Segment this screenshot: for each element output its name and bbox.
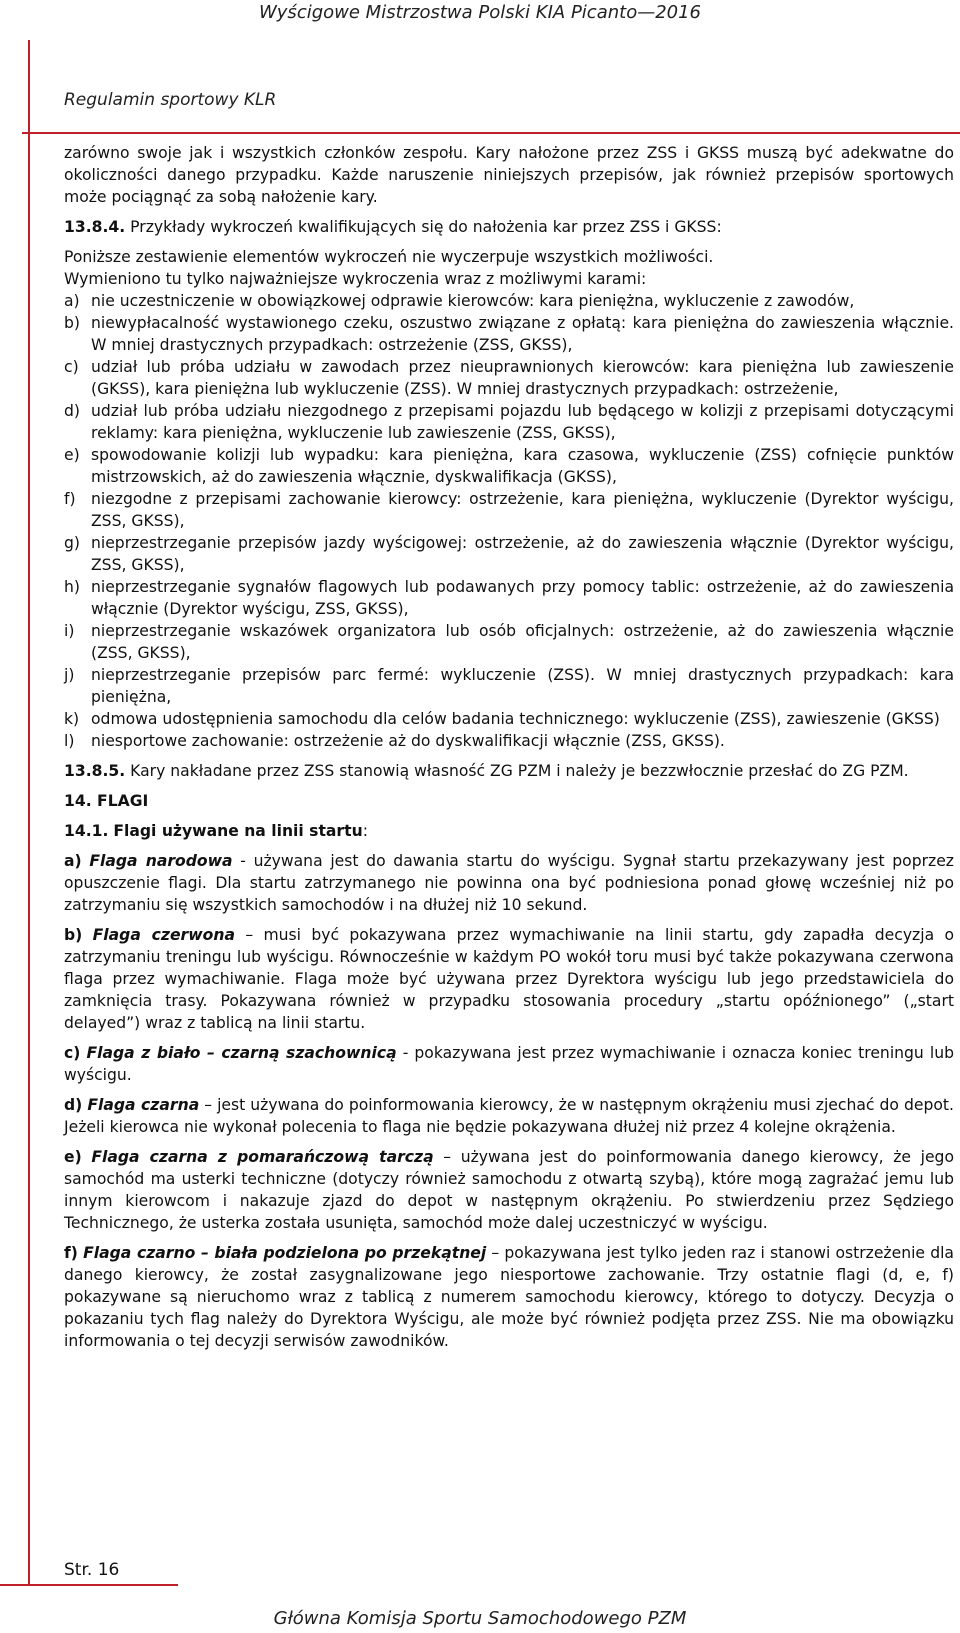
section-text: Kary nakładane przez ZSS stanowią własność ZG PZM i należy je bezzwłocznie przesłać do ZG PZM. bbox=[130, 762, 909, 780]
list-item-label: b) bbox=[64, 314, 80, 332]
list-item-text: nieprzestrzeganie sygnałów flagowych lub podawanych przy pomocy tablic: ostrzeżenie, aż do zawieszenia włącznie (Dyrektor wyścigu, ZSS, GKSS), bbox=[91, 578, 954, 618]
flag-separator: – bbox=[234, 926, 264, 944]
flag-letter: f) bbox=[64, 1244, 78, 1262]
flag-description: jest używana do poinformowania kierowcy, że w następnym okrążeniu musi zjechać do depot. Jeżeli kierowca nie wykonał polecenia to flaga nie będzie pokazywana dłużej niż przez 4 kolejne okrążenia. bbox=[64, 1096, 954, 1136]
list-item-label: a) bbox=[64, 292, 80, 310]
list-item-text: udział lub próba udziału niezgodnego z przepisami pojazdu lub będącego w kolizji z przepisami dotyczącymi reklamy: kara pieniężna, wykluczenie lub zawieszenie (ZSS, GKSS), bbox=[91, 402, 954, 442]
list-item bbox=[64, 620, 954, 664]
list-item bbox=[64, 400, 954, 444]
document-body bbox=[64, 142, 954, 1352]
document-header-subtitle: Regulamin sportowy KLR bbox=[64, 90, 277, 110]
section-13-8-4-heading bbox=[64, 216, 954, 238]
list-item bbox=[64, 664, 954, 708]
section-colon: : bbox=[362, 822, 368, 840]
section-13-8-4-para2: Wymieniono tu tylko najważniejsze wykroczenia wraz z możliwymi karami: bbox=[64, 270, 647, 288]
flag-separator: – bbox=[486, 1244, 505, 1262]
flag-description: używana jest do dawania startu do wyścigu. Sygnał startu przekazywany jest poprzez opuszczenie flagi. Dla startu zatrzymanego nie powinna ona być podniesiona ponad głowę wcześniej niż po zatrzymaniu się wszystkich samochodów i na dłużej niż 10 sekund. bbox=[64, 852, 954, 914]
list-item-text: nie uczestniczenie w obowiązkowej odprawie kierowców: kara pieniężna, wykluczenie z zawodów, bbox=[91, 292, 855, 310]
list-item bbox=[64, 444, 954, 488]
header-rule bbox=[22, 132, 960, 134]
document-header-title: Wyścigowe Mistrzostwa Polski KIA Picanto—2016 bbox=[258, 2, 702, 23]
flag-separator: - bbox=[232, 852, 254, 870]
list-item-label: e) bbox=[64, 446, 80, 464]
flag-paragraph bbox=[64, 924, 954, 1034]
list-item-label: l) bbox=[64, 732, 75, 750]
section-number: 13.8.4. bbox=[64, 218, 126, 236]
flag-separator: - bbox=[396, 1044, 415, 1062]
flag-paragraph bbox=[64, 1042, 954, 1086]
list-item bbox=[64, 488, 954, 532]
flag-paragraph bbox=[64, 1146, 954, 1234]
list-item-text: nieprzestrzeganie przepisów parc fermé: wykluczenie (ZSS). W mniej drastycznych przypadkach: kara pieniężna, bbox=[91, 666, 954, 706]
list-item-text: nieprzestrzeganie wskazówek organizatora lub osób oficjalnych: ostrzeżenie, aż do zawieszenia włącznie (ZSS, GKSS), bbox=[91, 622, 954, 662]
section-title: Flagi używane na linii startu bbox=[113, 822, 363, 840]
list-item-label: f) bbox=[64, 490, 76, 508]
list-item-text: udział lub próba udziału w zawodach przez nieuprawnionych kierowców: kara pieniężna lub zawieszenie (GKSS), kara pieniężna lub wykluczenie (ZSS). W mniej drastycznych przypadkach: ostrzeżenie, bbox=[91, 358, 954, 398]
list-item bbox=[64, 708, 954, 730]
list-item-label: g) bbox=[64, 534, 80, 552]
offences-list bbox=[64, 290, 954, 752]
list-item bbox=[64, 290, 954, 312]
section-number: 13.8.5. bbox=[64, 762, 126, 780]
list-item bbox=[64, 312, 954, 356]
flag-letter: b) bbox=[64, 926, 83, 944]
list-item-label: k) bbox=[64, 710, 80, 728]
flag-name: Flaga czarna z pomarańczową tarczą bbox=[91, 1148, 434, 1166]
list-item-label: j) bbox=[64, 666, 75, 684]
left-margin-rule bbox=[28, 40, 30, 1585]
list-item-text: nieprzestrzeganie przepisów jazdy wyścigowej: ostrzeżenie, aż do zawieszenia włącznie (Dyrektor wyścigu, ZSS, GKSS), bbox=[91, 534, 954, 574]
flag-description: używana jest do poinformowania danego kierowcy, że jego samochód ma usterki techniczne (dotyczy również samochodu z otwartą szybą), które mogą zagrażać jemu lub innym kierowcom i nakazuje zjazd do depot w następnym okrążeniu. Po stwierdzeniu przez Sędziego Technicznego, że usterka została usunięta, samochód może dalej uczestniczyć w wyścigu. bbox=[64, 1148, 954, 1232]
section-title: Przykłady wykroczeń kwalifikujących się do nałożenia kar przez ZSS i GKSS: bbox=[130, 218, 722, 236]
flag-separator: – bbox=[433, 1148, 461, 1166]
list-item bbox=[64, 576, 954, 620]
list-item-text: niesportowe zachowanie: ostrzeżenie aż do dyskwalifikacji włącznie (ZSS, GKSS). bbox=[91, 732, 725, 750]
list-item bbox=[64, 532, 954, 576]
section-14-heading: 14. FLAGI bbox=[64, 792, 149, 810]
footer-rule bbox=[0, 1584, 178, 1586]
list-item-text: niezgodne z przepisami zachowanie kierowcy: ostrzeżenie, kara pieniężna, wykluczenie (Dyrektor wyścigu, ZSS, GKSS), bbox=[91, 490, 954, 530]
list-item-label: i) bbox=[64, 622, 75, 640]
flag-letter: a) bbox=[64, 852, 82, 870]
flag-description: pokazywana jest przez wymachiwanie i oznacza koniec treningu lub wyścigu. bbox=[64, 1044, 955, 1084]
list-item-label: c) bbox=[64, 358, 79, 376]
flag-paragraph bbox=[64, 1242, 954, 1352]
list-item-label: d) bbox=[64, 402, 80, 420]
list-item bbox=[64, 730, 954, 752]
section-number: 14.1. bbox=[64, 822, 109, 840]
section-13-8-4-para1: Poniższe zestawienie elementów wykroczeń nie wyczerpuje wszystkich możliwości. bbox=[64, 248, 714, 266]
flag-description: musi być pokazywana przez wymachiwanie na linii startu, gdy zapadła decyzja o zatrzymaniu treningu lub wyścigu. Równocześnie w każdym PO wokół toru musi być także pokazywana czerwona flaga przez wymachiwanie. Flaga może być używana przez Dyrektora wyścigu lub jego przedstawiciela do zamknięcia trasy. Pokazywana również w przypadku stosowania procedury „startu opóźnionego” („start delayed”) wraz z tablicą na linii startu. bbox=[64, 926, 954, 1032]
list-item-label: h) bbox=[64, 578, 80, 596]
flag-letter: c) bbox=[64, 1044, 81, 1062]
list-item-text: niewypłacalność wystawionego czeku, oszustwo związane z opłatą: kara pieniężna do zawieszenia włącznie. W mniej drastycznych przypadkach: ostrzeżenie (ZSS, GKSS), bbox=[91, 314, 954, 354]
intro-paragraph: zarówno swoje jak i wszystkich członków zespołu. Kary nałożone przez ZSS i GKSS muszą być adekwatne do okoliczności danego przypadku. Każde naruszenie niniejszych przepisów, jak również przepisów sportowych może pociągnąć za sobą nałożenie kary. bbox=[64, 144, 954, 206]
section-13-8-5 bbox=[64, 760, 954, 782]
flag-letter: d) bbox=[64, 1096, 83, 1114]
flag-name: Flaga czarno – biała podzielona po przekątnej bbox=[83, 1244, 487, 1262]
flag-name: Flaga narodowa bbox=[89, 852, 233, 870]
flag-paragraph bbox=[64, 1094, 954, 1138]
list-item bbox=[64, 356, 954, 400]
list-item-text: odmowa udostępnienia samochodu dla celów badania technicznego: wykluczenie (ZSS), zawieszenie (GKSS) bbox=[91, 710, 940, 728]
flag-name: Flaga czerwona bbox=[92, 926, 235, 944]
list-item-text: spowodowanie kolizji lub wypadku: kara pieniężna, kara czasowa, wykluczenie (ZSS) cofnięcie punktów mistrzowskich, aż do zawieszenia włącznie, dyskwalifikacja (GKSS), bbox=[91, 446, 954, 486]
flag-letter: e) bbox=[64, 1148, 82, 1166]
flag-name: Flaga z biało – czarną szachownicą bbox=[86, 1044, 397, 1062]
section-14-1-heading bbox=[64, 820, 954, 842]
flag-description: pokazywana jest tylko jeden raz i stanowi ostrzeżenie dla danego kierowcy, że został zasygnalizowane jego niesportowe zachowanie. Trzy ostatnie flagi (d, e, f) pokazywane są nieruchomo wraz z tablicą z numerem samochodu kierowcy, którego to dotyczy. Decyzja o pokazaniu tych flag należy do Dyrektora Wyścigu, ale może być również podjęta przez ZSS. Nie ma obowiązku informowania o tej decyzji serwisów zawodników. bbox=[64, 1244, 954, 1350]
flag-name: Flaga czarna bbox=[87, 1096, 200, 1114]
flag-paragraph bbox=[64, 850, 954, 916]
document-footer-title: Główna Komisja Sportu Samochodowego PZM bbox=[273, 1608, 687, 1629]
page-number: Str. 16 bbox=[64, 1560, 120, 1580]
flag-separator: – bbox=[199, 1096, 218, 1114]
